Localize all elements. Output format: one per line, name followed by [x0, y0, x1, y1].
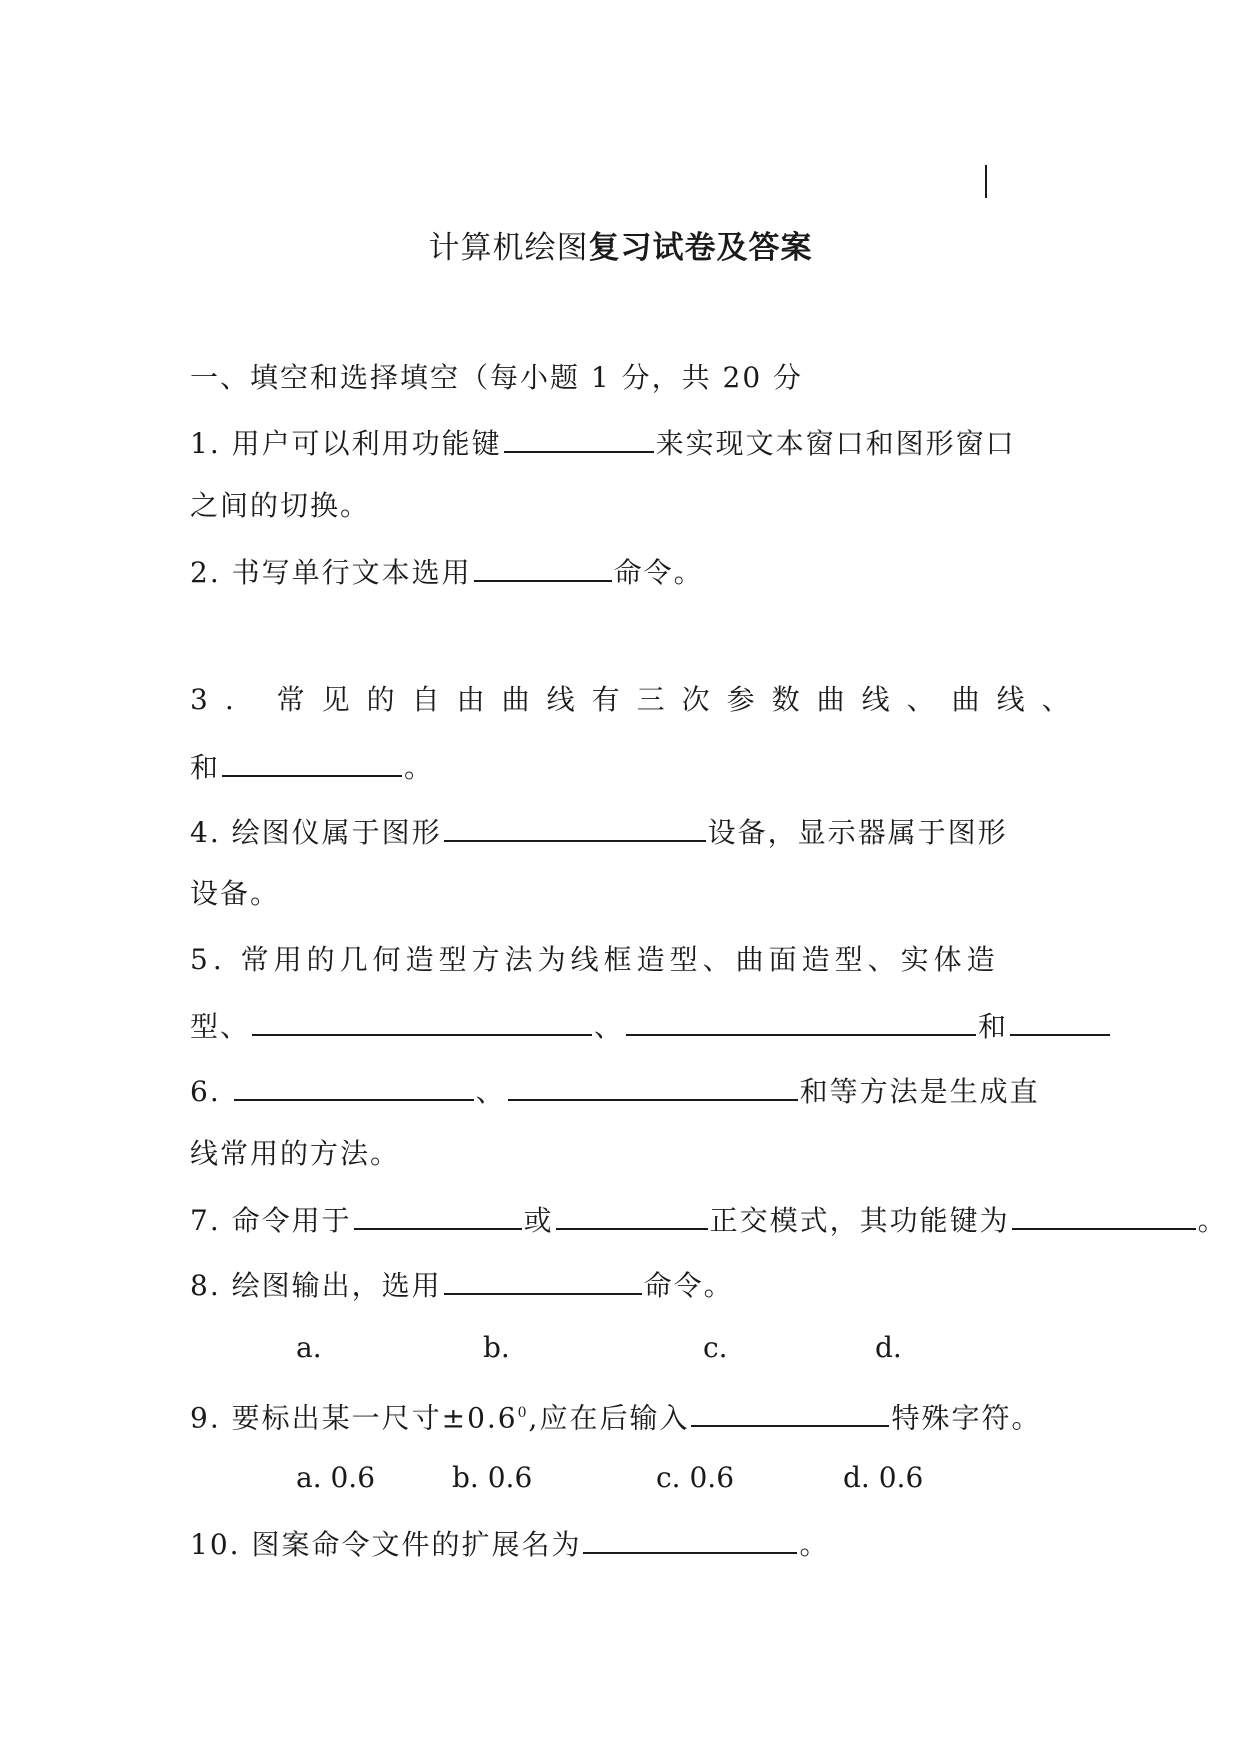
q8-option-d[interactable]: d. [875, 1331, 902, 1364]
question-4-cont: 设备。 [190, 877, 281, 910]
answer-blank[interactable] [222, 745, 402, 777]
answer-blank[interactable] [1012, 1198, 1196, 1230]
title-regular: 计算机绘图 [428, 230, 589, 266]
q9-option-a[interactable]: a. 0.6 [296, 1461, 376, 1494]
answer-blank[interactable] [354, 1198, 522, 1230]
question-6: 6. 、 和等方法是生成直 [190, 1069, 1040, 1112]
question-7: 7. 命令用于 或 正交模式，其功能键为 。 [190, 1198, 1228, 1241]
answer-blank[interactable] [508, 1069, 798, 1101]
answer-blank[interactable] [626, 1004, 976, 1036]
q8-option-b[interactable]: b. [483, 1331, 510, 1364]
question-1-cont: 之间的切换。 [190, 489, 371, 522]
page-title [0, 228, 1241, 268]
text-cursor-mark [985, 165, 987, 198]
question-2: 2. 书写单行文本选用 命令。 [190, 550, 704, 593]
answer-blank[interactable] [691, 1395, 889, 1427]
question-9: 9. 要标出某一尺寸$\pm 0.6^0$,应在后输入 特殊字符。 [190, 1393, 1041, 1438]
question-1: 1. 用户可以利用功能键 来实现文本窗口和图形窗口 [190, 421, 1016, 464]
answer-blank[interactable] [234, 1069, 474, 1101]
answer-blank[interactable] [444, 1263, 642, 1295]
q8-option-a[interactable]: a. [296, 1331, 322, 1364]
section-heading: 一、填空和选择填空（每小题 1 分，共 20 分 [190, 361, 804, 394]
question-3-cont: 和 。 [190, 745, 434, 788]
q8-option-c[interactable]: c. [703, 1331, 728, 1364]
question-3: 3. 常见的自由曲线有三次参数曲线、曲线、 [190, 683, 1087, 716]
question-5: 5. 常用的几何造型方法为线框造型、曲面造型、实体造 [190, 943, 1000, 976]
answer-blank[interactable] [474, 550, 612, 582]
question-10: 10. 图案命令文件的扩展名为 。 [190, 1522, 829, 1565]
answer-blank[interactable] [556, 1198, 708, 1230]
question-8: 8. 绘图输出，选用 命令。 [190, 1263, 734, 1306]
answer-blank[interactable] [252, 1004, 592, 1036]
answer-blank[interactable] [444, 810, 706, 842]
q9-option-d[interactable]: d. 0.6 [843, 1461, 924, 1494]
q9-option-b[interactable]: b. 0.6 [452, 1461, 533, 1494]
answer-blank[interactable] [583, 1522, 797, 1554]
title-bold: 复习试卷及答案 [588, 230, 813, 266]
q9-option-c[interactable]: c. 0.6 [656, 1461, 735, 1494]
question-5-cont: 型、 、 和 [190, 1004, 1112, 1047]
question-4: 4. 绘图仪属于图形 设备，显示器属于图形 [190, 810, 1008, 853]
answer-blank[interactable] [1010, 1004, 1110, 1036]
question-6-cont: 线常用的方法。 [190, 1137, 401, 1170]
answer-blank[interactable] [504, 421, 654, 453]
